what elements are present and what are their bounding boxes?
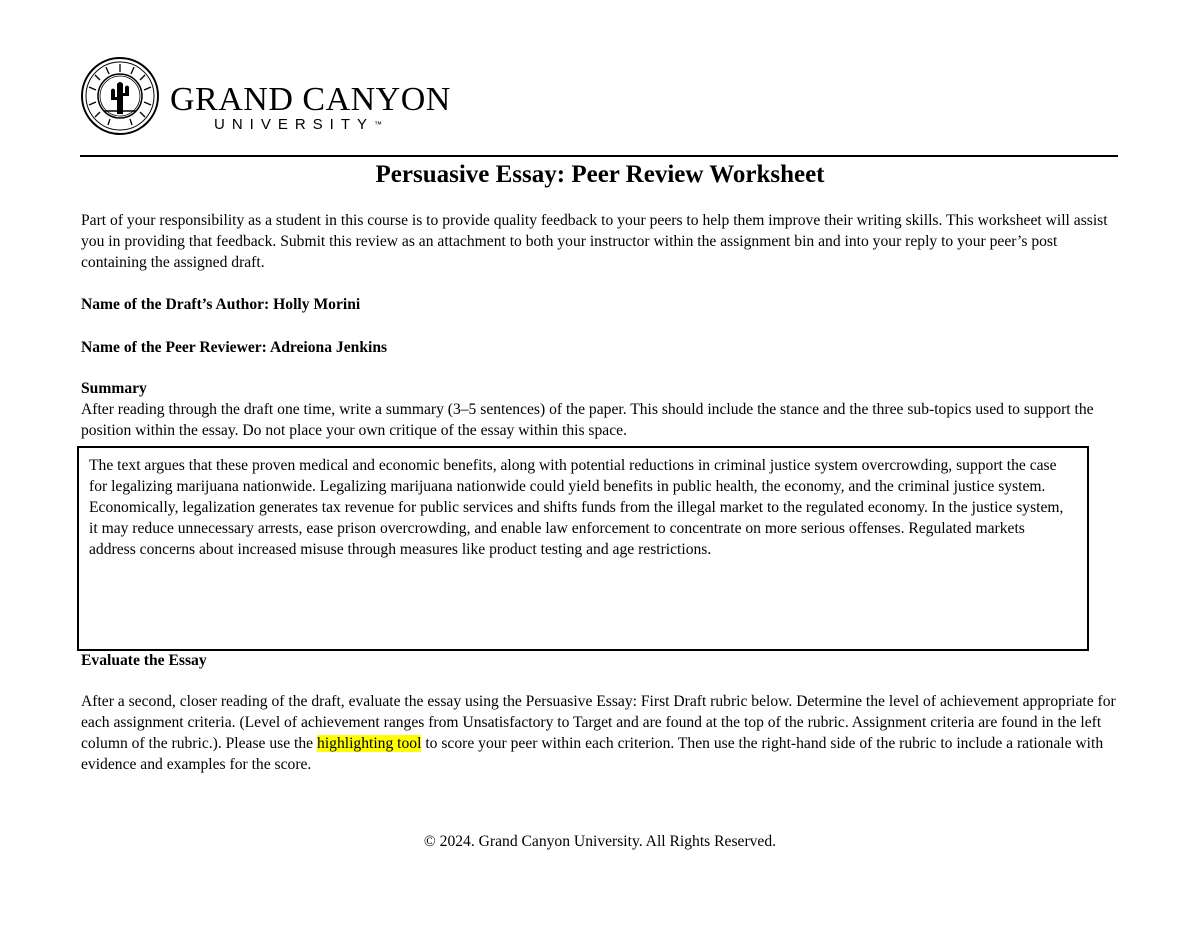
highlighted-phrase: highlighting tool [317,735,422,752]
reviewer-label: Name of the Peer Reviewer: [81,339,267,356]
author-name[interactable]: Holly Morini [273,296,361,313]
logo-line-1: GRAND CANYON [170,81,451,118]
summary-heading: Summary [81,380,147,397]
evaluate-text-after: to score your peer within each criterion. Then use the right-hand side of the rubric to include a rationale with evidence and examples for the score. [81,735,1104,773]
reviewer-line [81,337,1121,358]
page-title: Persuasive Essay: Peer Review Worksheet [375,161,825,188]
evaluate-heading: Evaluate the Essay [81,652,207,669]
author-line [81,294,1121,315]
logo-line-2 [214,116,451,134]
trademark-symbol: ™ [374,120,383,129]
evaluate-paragraph [81,691,1121,775]
summary-text-box[interactable] [77,446,1089,651]
intro-paragraph: Part of your responsibility as a student in this course is to provide quality feedback to your peers to help them improve their writing skills. This worksheet will assist you in providing that feedback. Submit this review as an attachment to both your instructor within the assignment bin and into your reply to your peer’s post containing the assigned draft. [81,212,1108,271]
author-label: Name of the Draft’s Author: [81,296,270,313]
copyright-footer: © 2024. Grand Canyon University. All Rights Reserved. [423,833,777,850]
summary-content[interactable]: The text argues that these proven medical and economic benefits, along with potential reductions in criminal justice system overcrowding, support the case for legalizing marijuana nationwide. Legalizing marijuana nationwide could yield benefits in public health, the economy, and the criminal justice system. Economically, legalization generates tax revenue for public services and shifts funds from the illegal market to the regulated economy. In the justice system, it may reduce unnecessary arrests, ease prison overcrowding, and enable law enforcement to concentrate on more serious offenses. Regulated markets address concerns about increased misuse through measures like product testing and age restrictions. [89,457,1064,558]
summary-instructions: After reading through the draft one time, write a summary (3–5 sentences) of the paper. This should include the stance and the three sub-topics used to support the position within the essay. Do not place your own critique of the essay within this space. [81,401,1094,439]
reviewer-name[interactable]: Adreiona Jenkins [269,339,388,356]
logo-university-text: UNIVERSITY [214,116,375,133]
evaluate-text-before: After a second, closer reading of the draft, evaluate the essay using the Persuasive Essay: First Draft rubric below. Determine the level of achievement appropriate for each assignment criteria. (Level of achievement ranges from Unsatisfactory to Target and are found at the top of the rubric. Assignment criteria are found in the left column of the rubric.). Please use the [81,693,1116,752]
logo-wordmark [170,81,451,134]
header-divider [80,155,1118,157]
university-seal-icon [80,56,160,136]
gcu-logo [80,56,460,138]
